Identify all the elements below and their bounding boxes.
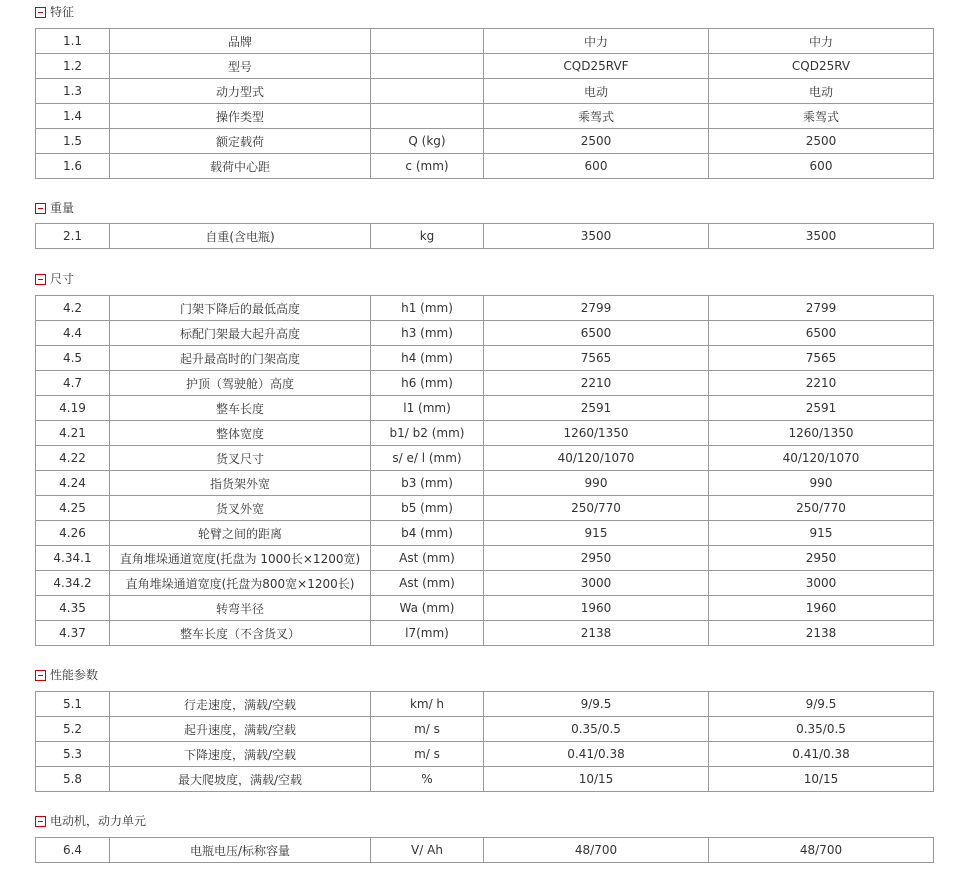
table-row (36, 54, 934, 79)
item-number-cell: 4.34.1 (36, 546, 110, 571)
unit-cell (371, 104, 484, 129)
item-name-cell: 货叉尺寸 (110, 446, 371, 471)
value-cqd25rv-cell: 600 (709, 154, 934, 179)
table-row (36, 321, 934, 346)
table-row (36, 692, 934, 717)
section-title: 重量 (50, 201, 75, 215)
unit-cell: m/ s (371, 717, 484, 742)
item-number-cell: 4.7 (36, 371, 110, 396)
value-cqd25rv-cell: 250/770 (709, 496, 934, 521)
section-header[interactable] (35, 813, 146, 829)
item-name-cell: 直角堆垛通道宽度(托盘为 1000长×1200宽) (110, 546, 371, 571)
section-header[interactable] (35, 271, 74, 287)
item-number-cell: 1.3 (36, 79, 110, 104)
item-number-cell: 4.26 (36, 521, 110, 546)
value-cqd25rvf-cell: 48/700 (484, 838, 709, 863)
unit-cell: h1 (mm) (371, 296, 484, 321)
item-name-cell: 轮臂之间的距离 (110, 521, 371, 546)
value-cqd25rv-cell: 9/9.5 (709, 692, 934, 717)
value-cqd25rv-cell: 10/15 (709, 767, 934, 792)
item-number-cell: 4.24 (36, 471, 110, 496)
value-cqd25rvf-cell: 2138 (484, 621, 709, 646)
unit-cell: h6 (mm) (371, 371, 484, 396)
value-cqd25rv-cell: 1260/1350 (709, 421, 934, 446)
value-cqd25rvf-cell: 6500 (484, 321, 709, 346)
value-cqd25rvf-cell: 915 (484, 521, 709, 546)
value-cqd25rvf-cell: 0.35/0.5 (484, 717, 709, 742)
value-cqd25rv-cell: 3500 (709, 224, 934, 249)
item-number-cell: 1.6 (36, 154, 110, 179)
table-row (36, 446, 934, 471)
collapse-icon[interactable] (35, 203, 46, 214)
value-cqd25rvf-cell: 40/120/1070 (484, 446, 709, 471)
value-cqd25rvf-cell: 2950 (484, 546, 709, 571)
spec-table (35, 837, 934, 863)
value-cqd25rvf-cell: 600 (484, 154, 709, 179)
item-number-cell: 4.21 (36, 421, 110, 446)
item-number-cell: 4.25 (36, 496, 110, 521)
collapse-icon[interactable] (35, 670, 46, 681)
unit-cell: b3 (mm) (371, 471, 484, 496)
item-name-cell: 行走速度，满载/空载 (110, 692, 371, 717)
value-cqd25rvf-cell: 1960 (484, 596, 709, 621)
collapse-icon[interactable] (35, 816, 46, 827)
table-row (36, 421, 934, 446)
item-name-cell: 额定载荷 (110, 129, 371, 154)
value-cqd25rvf-cell: 2500 (484, 129, 709, 154)
unit-cell: Q (kg) (371, 129, 484, 154)
unit-cell: h3 (mm) (371, 321, 484, 346)
item-name-cell: 货叉外宽 (110, 496, 371, 521)
item-number-cell: 1.1 (36, 29, 110, 54)
section-header[interactable] (35, 4, 74, 20)
spec-table (35, 295, 934, 646)
table-row (36, 521, 934, 546)
value-cqd25rv-cell: 2210 (709, 371, 934, 396)
value-cqd25rv-cell: 2138 (709, 621, 934, 646)
table-row (36, 396, 934, 421)
item-number-cell: 2.1 (36, 224, 110, 249)
item-number-cell: 1.5 (36, 129, 110, 154)
item-number-cell: 4.22 (36, 446, 110, 471)
item-name-cell: 整车长度（不含货叉） (110, 621, 371, 646)
value-cqd25rv-cell: 乘驾式 (709, 104, 934, 129)
item-name-cell: 整体宽度 (110, 421, 371, 446)
item-number-cell: 4.19 (36, 396, 110, 421)
value-cqd25rv-cell: 2950 (709, 546, 934, 571)
section-title: 尺寸 (50, 272, 75, 286)
item-name-cell: 起升最高时的门架高度 (110, 346, 371, 371)
item-number-cell: 4.37 (36, 621, 110, 646)
value-cqd25rvf-cell: 2591 (484, 396, 709, 421)
item-name-cell: 直角堆垛通道宽度(托盘为800宽×1200长) (110, 571, 371, 596)
value-cqd25rv-cell: 7565 (709, 346, 934, 371)
item-number-cell: 5.1 (36, 692, 110, 717)
value-cqd25rv-cell: 48/700 (709, 838, 934, 863)
item-name-cell: 标配门架最大起升高度 (110, 321, 371, 346)
value-cqd25rv-cell: 电动 (709, 79, 934, 104)
value-cqd25rvf-cell: 1260/1350 (484, 421, 709, 446)
unit-cell: Wa (mm) (371, 596, 484, 621)
item-number-cell: 5.8 (36, 767, 110, 792)
value-cqd25rvf-cell: 10/15 (484, 767, 709, 792)
item-number-cell: 5.3 (36, 742, 110, 767)
value-cqd25rv-cell: 1960 (709, 596, 934, 621)
item-name-cell: 最大爬坡度，满载/空载 (110, 767, 371, 792)
value-cqd25rvf-cell: 2799 (484, 296, 709, 321)
item-name-cell: 动力型式 (110, 79, 371, 104)
item-name-cell: 指货架外宽 (110, 471, 371, 496)
section-header[interactable] (35, 200, 74, 216)
item-name-cell: 操作类型 (110, 104, 371, 129)
unit-cell: % (371, 767, 484, 792)
unit-cell: V/ Ah (371, 838, 484, 863)
item-name-cell: 门架下降后的最低高度 (110, 296, 371, 321)
unit-cell: m/ s (371, 742, 484, 767)
unit-cell: kg (371, 224, 484, 249)
item-name-cell: 起升速度，满载/空载 (110, 717, 371, 742)
item-number-cell: 5.2 (36, 717, 110, 742)
value-cqd25rv-cell: 2500 (709, 129, 934, 154)
table-row (36, 104, 934, 129)
value-cqd25rv-cell: 0.35/0.5 (709, 717, 934, 742)
value-cqd25rv-cell: 6500 (709, 321, 934, 346)
value-cqd25rv-cell: 40/120/1070 (709, 446, 934, 471)
value-cqd25rv-cell: 915 (709, 521, 934, 546)
collapse-icon[interactable] (35, 274, 46, 285)
table-row (36, 224, 934, 249)
table-row (36, 571, 934, 596)
item-name-cell: 电瓶电压/标称容量 (110, 838, 371, 863)
value-cqd25rvf-cell: 3000 (484, 571, 709, 596)
value-cqd25rvf-cell: CQD25RVF (484, 54, 709, 79)
value-cqd25rv-cell: 2799 (709, 296, 934, 321)
item-number-cell: 6.4 (36, 838, 110, 863)
item-name-cell: 品牌 (110, 29, 371, 54)
table-row (36, 371, 934, 396)
unit-cell: c (mm) (371, 154, 484, 179)
unit-cell: h4 (mm) (371, 346, 484, 371)
unit-cell: b5 (mm) (371, 496, 484, 521)
table-row (36, 717, 934, 742)
section-title: 性能参数 (50, 668, 99, 682)
unit-cell: l7(mm) (371, 621, 484, 646)
unit-cell: l1 (mm) (371, 396, 484, 421)
item-number-cell: 4.4 (36, 321, 110, 346)
table-row (36, 129, 934, 154)
table-row (36, 29, 934, 54)
table-row (36, 546, 934, 571)
value-cqd25rvf-cell: 电动 (484, 79, 709, 104)
value-cqd25rvf-cell: 990 (484, 471, 709, 496)
spec-table (35, 223, 934, 249)
section-title: 特征 (50, 5, 75, 19)
unit-cell: b1/ b2 (mm) (371, 421, 484, 446)
item-number-cell: 4.34.2 (36, 571, 110, 596)
collapse-icon[interactable] (35, 7, 46, 18)
spec-table (35, 28, 934, 179)
value-cqd25rvf-cell: 2210 (484, 371, 709, 396)
item-name-cell: 载荷中心距 (110, 154, 371, 179)
unit-cell (371, 54, 484, 79)
value-cqd25rvf-cell: 0.41/0.38 (484, 742, 709, 767)
unit-cell (371, 29, 484, 54)
item-number-cell: 4.2 (36, 296, 110, 321)
table-row (36, 742, 934, 767)
unit-cell: km/ h (371, 692, 484, 717)
table-row (36, 767, 934, 792)
item-name-cell: 整车长度 (110, 396, 371, 421)
unit-cell: s/ e/ l (mm) (371, 446, 484, 471)
item-number-cell: 1.4 (36, 104, 110, 129)
value-cqd25rv-cell: 2591 (709, 396, 934, 421)
table-row (36, 79, 934, 104)
table-row (36, 838, 934, 863)
section-title: 电动机，动力单元 (50, 814, 147, 828)
section-header[interactable] (35, 667, 98, 683)
value-cqd25rv-cell: CQD25RV (709, 54, 934, 79)
item-number-cell: 4.5 (36, 346, 110, 371)
table-row (36, 296, 934, 321)
table-row (36, 471, 934, 496)
unit-cell: Ast (mm) (371, 546, 484, 571)
spec-table (35, 691, 934, 792)
value-cqd25rv-cell: 0.41/0.38 (709, 742, 934, 767)
unit-cell: Ast (mm) (371, 571, 484, 596)
item-name-cell: 转弯半径 (110, 596, 371, 621)
value-cqd25rv-cell: 中力 (709, 29, 934, 54)
item-number-cell: 4.35 (36, 596, 110, 621)
value-cqd25rv-cell: 3000 (709, 571, 934, 596)
table-row (36, 621, 934, 646)
table-row (36, 346, 934, 371)
table-row (36, 154, 934, 179)
unit-cell: b4 (mm) (371, 521, 484, 546)
value-cqd25rvf-cell: 3500 (484, 224, 709, 249)
item-name-cell: 自重(含电瓶) (110, 224, 371, 249)
value-cqd25rvf-cell: 中力 (484, 29, 709, 54)
item-number-cell: 1.2 (36, 54, 110, 79)
item-name-cell: 型号 (110, 54, 371, 79)
item-name-cell: 护顶（驾驶舱）高度 (110, 371, 371, 396)
table-row (36, 596, 934, 621)
unit-cell (371, 79, 484, 104)
item-name-cell: 下降速度，满载/空载 (110, 742, 371, 767)
value-cqd25rv-cell: 990 (709, 471, 934, 496)
table-row (36, 496, 934, 521)
value-cqd25rvf-cell: 250/770 (484, 496, 709, 521)
value-cqd25rvf-cell: 9/9.5 (484, 692, 709, 717)
value-cqd25rvf-cell: 乘驾式 (484, 104, 709, 129)
value-cqd25rvf-cell: 7565 (484, 346, 709, 371)
